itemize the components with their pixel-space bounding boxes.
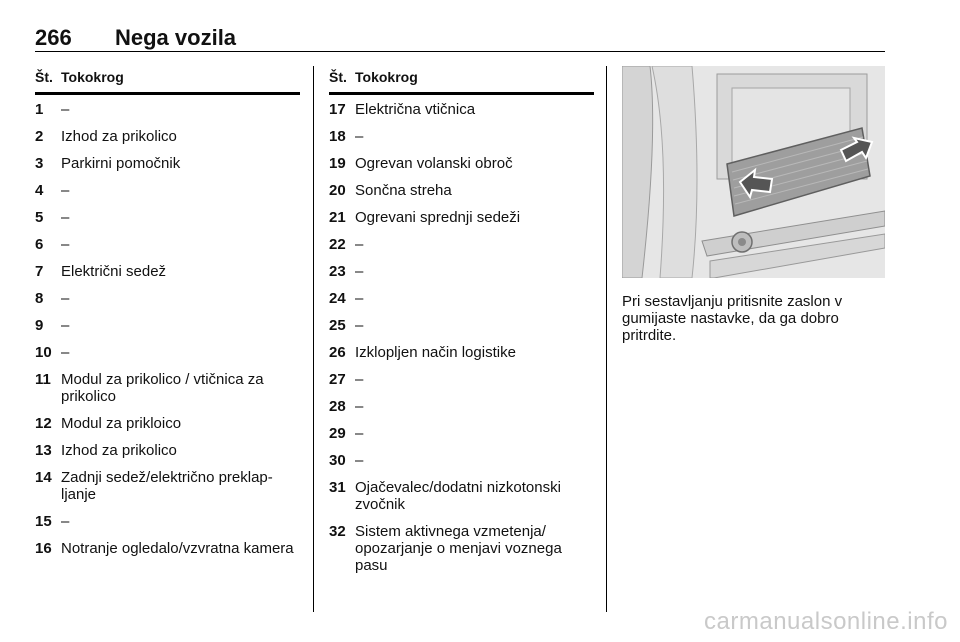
page-title: Nega vozila [115,25,237,50]
table-row [35,209,300,236]
circuit-description: – [355,398,364,415]
table-body [35,101,300,567]
table-row [329,523,594,584]
table-row [329,479,594,523]
circuit-description: – [61,182,70,199]
table-header-rule [35,92,300,95]
circuit-description: – [61,101,70,118]
circuit-description: – [355,317,364,334]
fuse-number: 17 [329,101,346,118]
fuse-number: 25 [329,317,346,334]
fuse-number: 30 [329,452,346,469]
circuit-description: Modul za prikolico / vtičnica za prikolico [61,371,264,405]
fuse-number: 23 [329,263,346,280]
fuse-number: 3 [35,155,44,172]
fuse-number: 32 [329,523,346,540]
fuse-number: 19 [329,155,346,172]
header-rule [35,51,885,52]
fuse-number: 29 [329,425,346,442]
table-row [35,415,300,442]
table-row [329,236,594,263]
circuit-description: Ogrevani sprednji sedeži [355,209,521,226]
circuit-description: Notranje ogledalo/vzvratna kamera [61,540,294,557]
fuse-number: 4 [35,182,44,199]
fuse-number: 13 [35,442,52,459]
table-row [35,290,300,317]
fuse-number: 24 [329,290,346,307]
table-row [329,209,594,236]
table-row [35,236,300,263]
table-row [329,371,594,398]
fuse-number: 31 [329,479,346,496]
fuse-number: 18 [329,128,346,145]
circuit-description: – [61,513,70,530]
column-header-circuit: Tokokrog [61,69,124,85]
table-row [329,290,594,317]
column-header-circuit: Tokokrog [355,69,418,85]
table-row [329,155,594,182]
fuse-number: 7 [35,263,44,280]
page-number: 266 [35,25,72,50]
fuse-table-right [329,66,594,584]
circuit-description: – [355,128,364,145]
table-row [329,452,594,479]
circuit-description: Ogrevan volanski obroč [355,155,513,172]
fuse-number: 14 [35,469,52,486]
fuse-number: 1 [35,101,44,118]
circuit-description: Električna vtičnica [355,101,476,118]
table-row [329,398,594,425]
column-header-number: Št. [329,69,347,85]
circuit-description: – [355,425,364,442]
table-header-rule [329,92,594,95]
table-row [35,128,300,155]
illustration-caption: Pri sestavljanju pritisnite zaslon v gumijaste nastavke, da ga dobro pritrdite. [622,293,843,344]
table-row [35,513,300,540]
fuse-number: 16 [35,540,52,557]
circuit-description: Električni sedež [61,263,167,280]
circuit-description: Izhod za prikolico [61,128,177,145]
circuit-description: – [61,317,70,334]
circuit-description: – [355,452,364,469]
table-row [35,263,300,290]
fuse-number: 26 [329,344,346,361]
trunk-panel-illustration [622,66,885,278]
fuse-number: 15 [35,513,52,530]
table-row [35,469,300,513]
table-row [329,344,594,371]
table-row [35,442,300,469]
fuse-number: 10 [35,344,52,361]
table-row [35,317,300,344]
column-divider-left [313,66,314,612]
circuit-description: – [355,236,364,253]
fuse-number: 21 [329,209,346,226]
fuse-number: 28 [329,398,346,415]
circuit-description: Izklopljen način logistike [355,344,516,361]
table-row [35,540,300,567]
column-divider-right [606,66,607,612]
table-row [329,263,594,290]
circuit-description: – [355,263,364,280]
table-row [35,155,300,182]
fuse-number: 8 [35,290,44,307]
circuit-description: – [355,290,364,307]
column-header-number: Št. [35,69,53,85]
fuse-number: 22 [329,236,346,253]
table-header [35,66,300,92]
fuse-table-left [35,66,300,567]
fuse-number: 20 [329,182,346,199]
watermark: carmanualsonline.info [704,608,948,635]
table-row [35,101,300,128]
table-body [329,101,594,584]
fuse-number: 5 [35,209,44,226]
circuit-description: Parkirni pomočnik [61,155,181,172]
fuse-number: 9 [35,317,44,334]
circuit-description: Sistem aktivnega vzmetenja/ opozarjanje o menjavi voznega pasu [355,523,562,574]
table-header [329,66,594,92]
table-row [35,182,300,209]
fuse-number: 27 [329,371,346,388]
fuse-number: 11 [35,371,51,388]
circuit-description: Modul za prikloico [61,415,182,432]
circuit-description: – [61,290,70,307]
table-row [35,344,300,371]
table-row [35,371,300,415]
table-row [329,317,594,344]
table-row [329,128,594,155]
circuit-description: – [355,371,364,388]
table-row [329,425,594,452]
fuse-number: 6 [35,236,44,253]
circuit-description: Sončna streha [355,182,452,199]
circuit-description: – [61,209,70,226]
fuse-number: 2 [35,128,44,145]
fuse-number: 12 [35,415,52,432]
circuit-description: Izhod za prikolico [61,442,177,459]
circuit-description: Ojačevalec/dodatni nizkotonski zvočnik [355,479,561,513]
circuit-description: Zadnji sedež/električno preklap-ljanje [61,469,273,503]
circuit-description: – [61,236,70,253]
circuit-description: – [61,344,70,361]
table-row [329,101,594,128]
table-row [329,182,594,209]
